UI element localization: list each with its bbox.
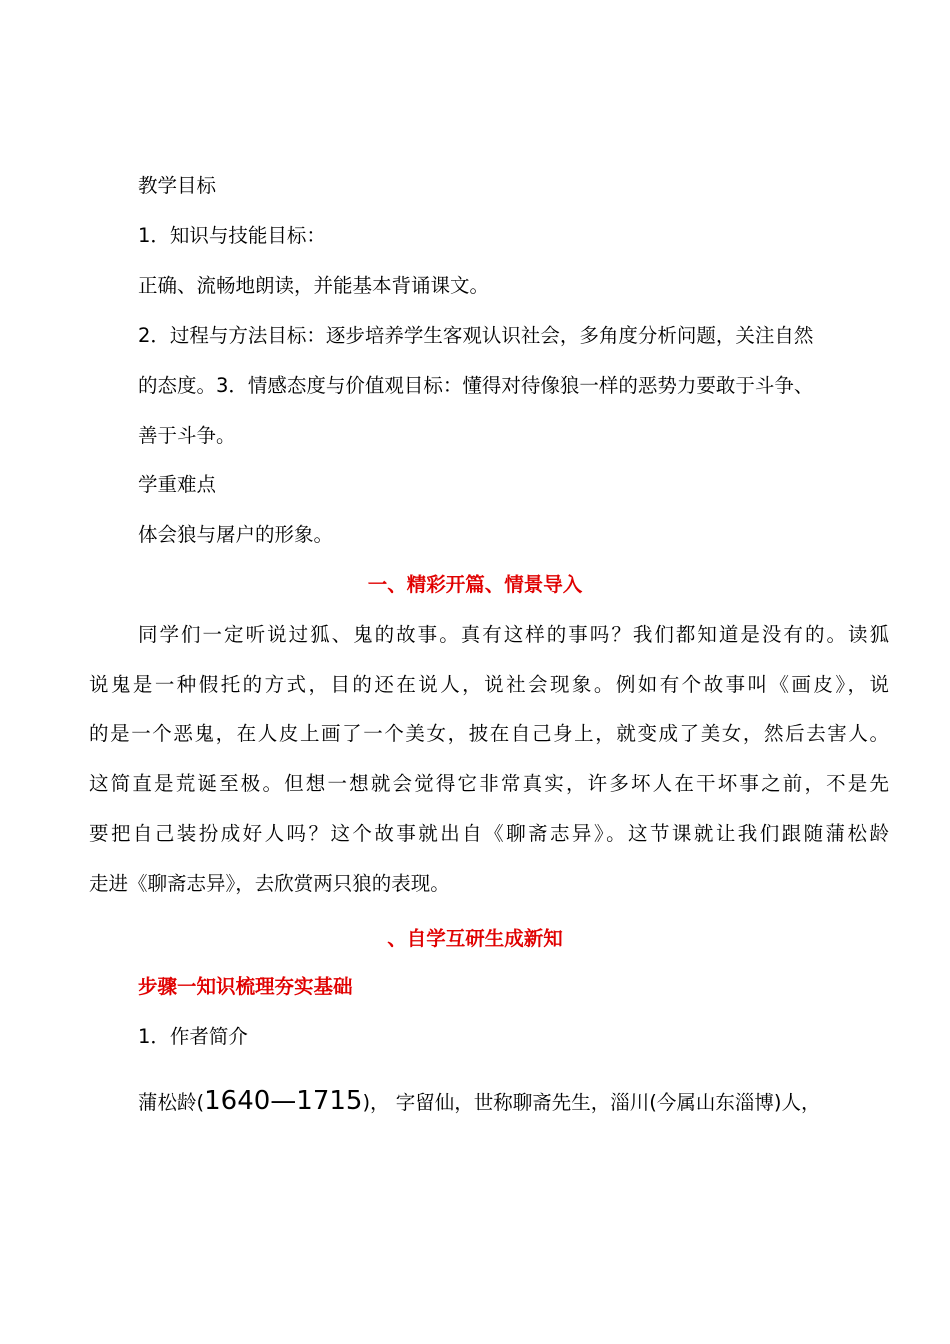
section-1-line-5: 要把自己装扮成好人吗？这个故事就出自《聊斋志异》。这节课就让我们跟随蒲松龄 (89, 822, 889, 845)
section-1-line-6: 走进《聊斋志异》，去欣赏两只狼的表现。 (89, 872, 450, 895)
objective-1-title: 1．知识与技能目标： (138, 224, 326, 247)
difficulty-title: 学重难点 (138, 473, 217, 496)
author-intro-suffix: )， 字留仙，世称聊斋先生，淄川(今属山东淄博)人， (362, 1091, 821, 1114)
author-intro-title: 1．作者简介 (138, 1025, 248, 1048)
difficulty-text: 体会狼与屠户的形象。 (138, 523, 334, 546)
objectives-title: 教学目标 (138, 174, 217, 197)
section-1-line-2: 说鬼是一种假托的方式，目的还在说人，说社会现象。例如有个故事叫《画皮》，说 (89, 673, 889, 696)
step-1-heading: 步骤一知识梳理夯实基础 (138, 975, 353, 998)
objective-2-line-3: 善于斗争。 (138, 424, 236, 447)
objective-2-line-1: 2．过程与方法目标：逐步培养学生客观认识社会，多角度分析问题，关注自然 (138, 324, 814, 347)
section-2-heading: 、自学互研生成新知 (387, 927, 563, 950)
author-intro-text (138, 1086, 820, 1118)
author-years: 1640—1715 (204, 1086, 363, 1116)
objective-1-text: 正确、流畅地朗读，并能基本背诵课文。 (138, 274, 490, 297)
section-1-line-4: 这简直是荒诞至极。但想一想就会觉得它非常真实，许多坏人在干坏事之前，不是先 (89, 772, 889, 795)
author-intro-prefix: 蒲松龄( (138, 1091, 205, 1114)
section-1-line-3: 的是一个恶鬼，在人皮上画了一个美女，披在自己身上，就变成了美女，然后去害人。 (89, 722, 889, 745)
objective-2-line-2: 的态度。3．情感态度与价值观目标：懂得对待像狼一样的恶势力要敢于斗争、 (138, 374, 814, 397)
section-1-heading: 一、精彩开篇、情景导入 (367, 573, 583, 596)
section-1-line-1: 同学们一定听说过狐、鬼的故事。真有这样的事吗？我们都知道是没有的。读狐 (138, 623, 889, 646)
